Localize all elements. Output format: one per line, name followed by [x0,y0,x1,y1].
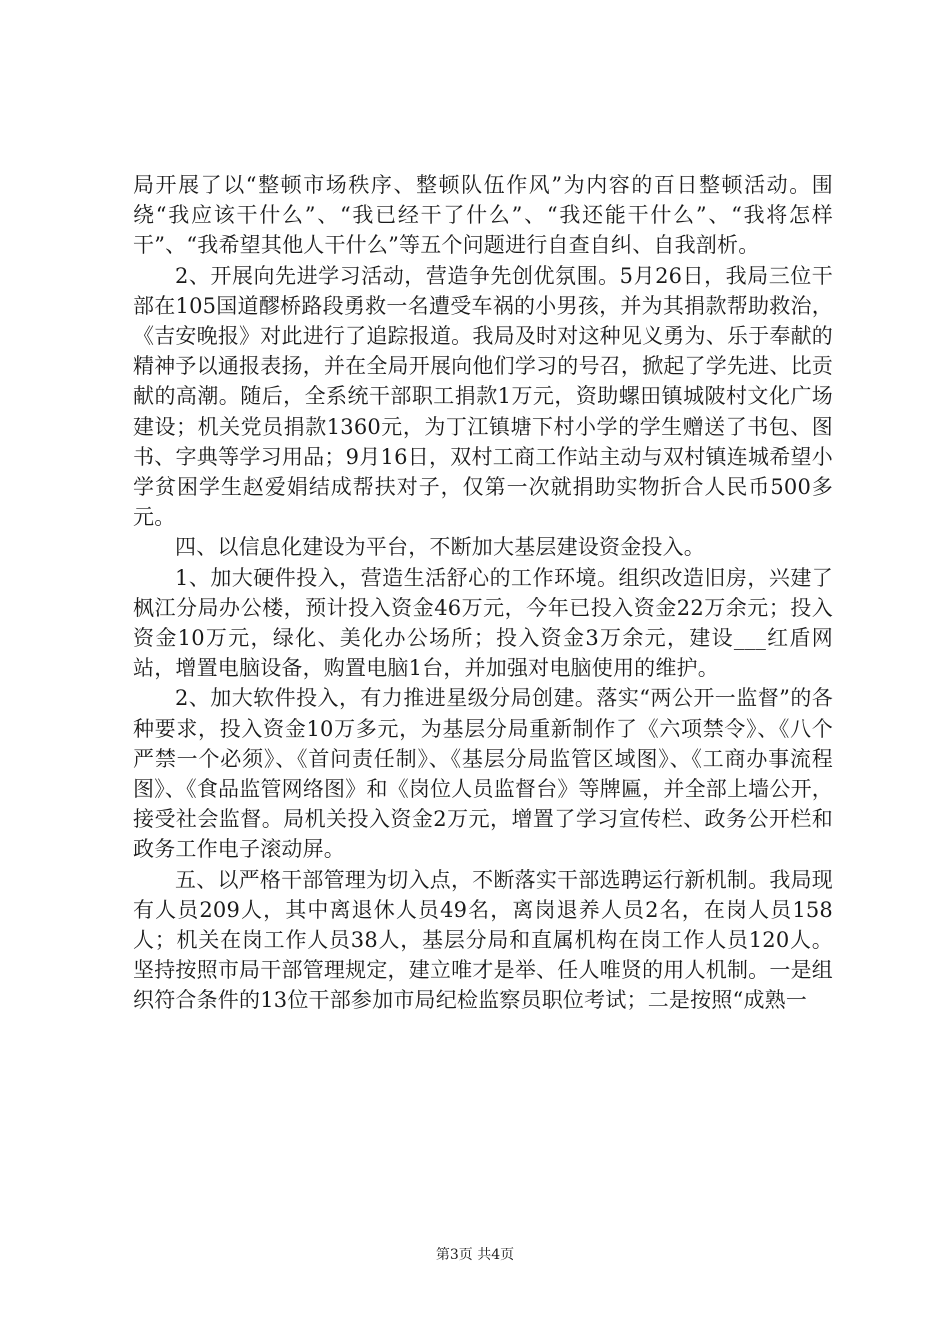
section-heading-informatization: 四、以信息化建设为平台，不断加大基层建设资金投入。 [175,535,705,560]
paragraph-learning-activity: 2、开展向先进学习活动，营造争先创优氛围。5月26日，我局三位干部在105国道醪桥路段勇救一名遭受车祸的小男孩，并为其捐款帮助救治，《吉安晚报》对此进行了追踪报道。我局及时对这种见义勇为、乐于奉献的精神予以通报表扬，并在全局开展向他们学习的号召，掀起了学先进、比贡献的高潮。随后，全系统干部职工捐款1万元，资助螺田镇城陂村文化广场建设；机关党员捐款1360元，为丁江镇塘下村小学的学生赠送了书包、图书、字典等学习用品；9月16日，双村工商工作站主动与双村镇连城希望小学贫困学生赵爱娟结成帮扶对子，仅第一次就捐助实物折合人民币500多元。 [133,263,833,530]
paragraph-hardware-investment: 1、加大硬件投入，营造生活舒心的工作环境。组织改造旧房，兴建了枫江分局办公楼，预计投入资金46万元，今年已投入资金22万余元；投入资金10万元，绿化、美化办公场所；投入资金3万余元，建设___红盾网站，增置电脑设备，购置电脑1台，并加强对电脑使用的维护。 [133,565,833,681]
paragraph-software-investment: 2、加大软件投入，有力推进星级分局创建。落实“两公开一监督”的各种要求，投入资金10万多元，为基层分局重新制作了《六项禁令》、《八个严禁一个必须》、《首问责任制》、《基层分局监管区域图》、《工商办事流程图》、《食品监管网络图》和《岗位人员监督台》等牌匾，并全部上墙公开，接受社会监督。局机关投入资金2万元，增置了学习宣传栏、政务公开栏和政务工作电子滚动屏。 [133,686,833,862]
document-body [133,170,833,1016]
paragraph-continuation: 局开展了以“整顿市场秩序、整顿队伍作风”为内容的百日整顿活动。围绕“我应该干什么”、“我已经干了什么”、“我还能干什么”、“我将怎样干”、“我希望其他人干什么”等五个问题进行自查自纠、自我剖析。 [133,173,833,258]
page-footer: 第3页 共4页 [435,1247,515,1263]
paragraph-cadre-management: 五、以严格干部管理为切入点，不断落实干部选聘运行新机制。我局现有人员209人，其中离退休人员49名，离岗退养人员2名，在岗人员158人；机关在岗工作人员38人，基层分局和直属机构在岗工作人员120人。坚持按照市局干部管理规定，建立唯才是举、任人唯贤的用人机制。一是组织符合条件的13位干部参加市局纪检监察员职位考试；二是按照“成熟一 [133,867,833,1013]
